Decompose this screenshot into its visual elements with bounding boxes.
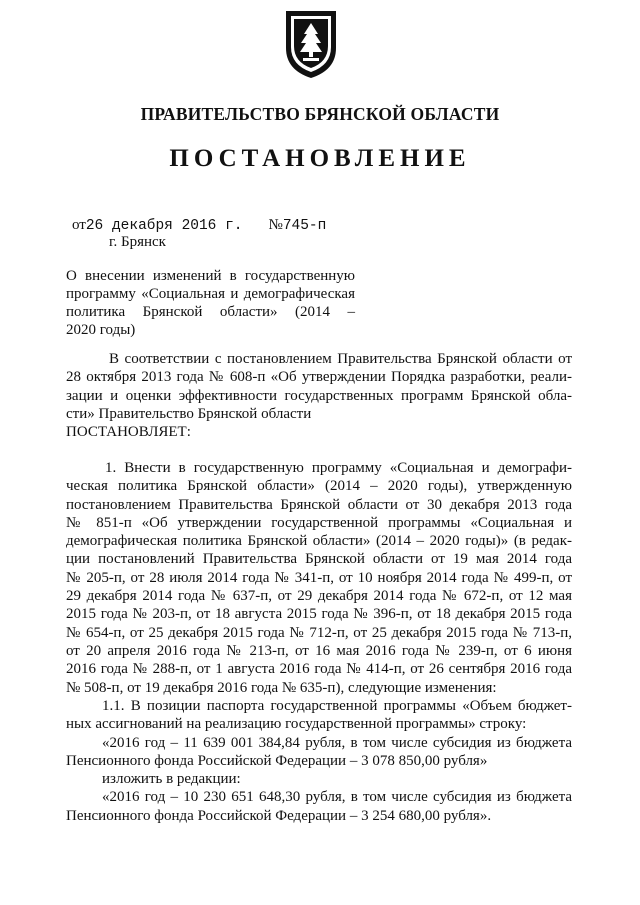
subject-line: программу «Социальная и демографическая — [66, 286, 355, 302]
paragraph-line: изложить в редакции: — [102, 771, 241, 788]
subject-line: О внесении изменений в государственную — [66, 268, 355, 284]
paragraph-1 — [66, 459, 572, 697]
decree-keyword: ПОСТАНОВЛЯЕТ: — [66, 424, 191, 441]
government-name: ПРАВИТЕЛЬСТВО БРЯНСКОЙ ОБЛАСТИ — [140, 104, 500, 124]
paragraph-line: 1. Внести в государственную программу «Социальная и демографи- — [105, 460, 572, 476]
paragraph-line: № 508-п, от 19 декабря 2016 года № 635-п), следующие изменения: — [66, 679, 497, 696]
quote-line: «2016 год – 10 230 651 648,30 рубля, в том числе субсидия из бюджета — [102, 789, 572, 806]
paragraph-line: 29 декабря 2014 года № 637-п, от 29 декабря 2014 года № 672-п, от 12 мая — [66, 588, 572, 605]
paragraph-line: № 205-п, от 28 июля 2014 года № 341-п, от 10 ноября 2014 года № 499-п, от — [66, 569, 572, 586]
paragraph-line: ческая политика Брянской области» (2014 – 2020 годы), утвержденную — [66, 478, 572, 495]
paragraph-1-1 — [66, 697, 572, 825]
subject-line: политика Брянской области» (2014 – — [66, 304, 355, 320]
paragraph-line: 2015 года № 203-п, от 18 августа 2015 года № 396-п, от 18 декабря 2015 года — [66, 606, 572, 623]
document-subject — [66, 267, 355, 339]
quote-line: Пенсионного фонда Российской Федерации – 3 254 680,00 рубля». — [66, 807, 492, 824]
number-sign: № — [268, 217, 283, 233]
preamble-line: зации и оценки эффективности государственных программ Брянской обла- — [66, 387, 572, 404]
preamble — [66, 350, 572, 441]
quote-line: Пенсионного фонда Российской Федерации – 3 078 850,00 рубля» — [66, 752, 488, 769]
document-number: 745-п — [282, 218, 327, 234]
document-title: ПОСТАНОВЛЕНИЕ — [169, 145, 471, 172]
paragraph-line: 2016 года № 288-п, от 1 августа 2016 года № 414-п, от 26 сентября 2016 года — [66, 661, 572, 678]
paragraph-line: от 20 апреля 2016 года № 213-п, от 16 мая 2016 года № 239-п, от 6 июня — [66, 642, 572, 659]
coat-of-arms-icon — [283, 8, 339, 80]
paragraph-line: постановлением Правительства Брянской области от 30 декабря 2013 года — [66, 496, 572, 513]
paragraph-line: ных ассигнований на реализацию государственной программы» строку: — [66, 716, 527, 733]
paragraph-line: № 851-п «Об утверждении государственной программы «Социальная и — [66, 514, 572, 531]
quote-line: «2016 год – 11 639 001 384,84 рубля, в том числе субсидия из бюджета — [102, 734, 572, 751]
preamble-line: В соответствии с постановлением Правительства Брянской области от — [109, 351, 572, 367]
preamble-line: сти» Правительство Брянской области — [66, 405, 312, 422]
paragraph-line: 1.1. В позиции паспорта государственной программы «Объем бюджет- — [102, 698, 572, 714]
paragraph-line: № 654-п, от 25 декабря 2015 года № 712-п, от 25 декабря 2015 года № 713-п, — [66, 624, 572, 641]
preamble-line: 28 октября 2013 года № 608-п «Об утверждении Порядка разработки, реали- — [66, 369, 572, 386]
city-line: г. Брянск — [109, 234, 166, 250]
paragraph-line: ции постановлений Правительства Брянской области от 19 мая 2014 года — [66, 551, 572, 568]
date-prefix: от — [72, 217, 86, 233]
document-date: 26 декабря 2016 г. — [85, 218, 243, 234]
date-line — [72, 217, 326, 234]
subject-line: 2020 годы) — [66, 322, 136, 338]
paragraph-line: демографическая политика Брянской области» (2014 – 2020 годы)» (в редак- — [66, 533, 572, 550]
